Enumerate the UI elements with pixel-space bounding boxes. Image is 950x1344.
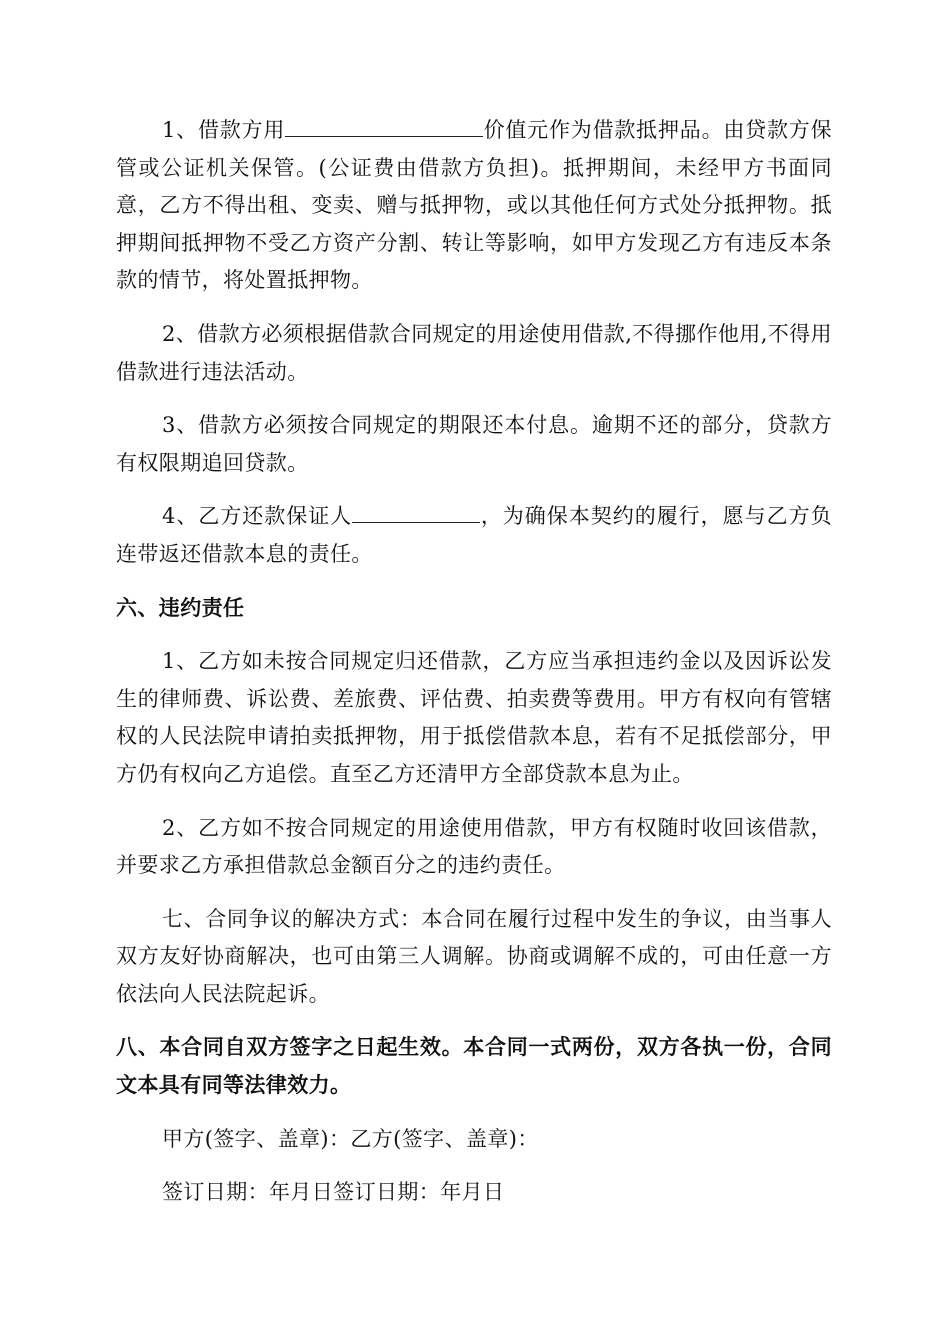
section-6-title: 六、违约责任 (116, 595, 245, 620)
clause-2: 2、借款方必须根据借款合同规定的用途使用借款,不得挪作他用,不得用借款进行违法活动。 (116, 321, 832, 384)
contract-page (116, 112, 832, 1228)
section-8: 八、本合同自双方签字之日起生效。本合同一式两份，双方各执一份，合同文本具有同等法律效力。 (116, 1035, 832, 1098)
clause-1 (116, 112, 832, 300)
guarantor-blank (352, 498, 480, 523)
signature-line: 甲方(签字、盖章)：乙方(签字、盖章)： (162, 1126, 539, 1151)
date-line: 签订日期：年月日签订日期：年月日 (162, 1180, 505, 1205)
clause-4 (116, 498, 832, 573)
section-7: 七、合同争议的解决方式：本合同在履行过程中发生的争议，由当事人双方友好协商解决，也可由第三人调解。协商或调解不成的，可由任意一方依法向人民法院起诉。 (116, 906, 832, 1006)
clause-1-before: 1、借款方用 (162, 118, 286, 142)
clause-1-after: 价值元作为借款抵押品。由贷款方保管或公证机关保管。(公证费由借款方负担)。抵押期间，未经甲方书面同意，乙方不得出租、变卖、赠与抵押物，或以其他任何方式处分抵押物。抵押期间抵押物不受乙方资产分割、转让等影响，如甲方发现乙方有违反本条款的情节，将处置抵押物。 (116, 118, 832, 293)
section-6-item-1: 1、乙方如未按合同规定归还借款，乙方应当承担违约金以及因诉讼发生的律师费、诉讼费、差旅费、评估费、拍卖费等费用。甲方有权向有管辖权的人民法院申请拍卖抵押物，用于抵偿借款本息，若有不足抵偿部分，甲方仍有权向乙方追偿。直至乙方还清甲方全部贷款本息为止。 (116, 649, 832, 786)
collateral-blank (285, 112, 483, 137)
clause-3: 3、借款方必须按合同规定的期限还本付息。逾期不还的部分，贷款方有权限期追回贷款。 (116, 413, 832, 475)
clause-4-before: 4、乙方还款保证人 (162, 504, 353, 529)
section-6-item-2: 2、乙方如不按合同规定的用途使用借款，甲方有权随时收回该借款，并要求乙方承担借款总金额百分之的违约责任。 (116, 815, 832, 878)
clause-4-after: ，为确保本契约的履行，愿与乙方负连带返还借款本息的责任。 (116, 504, 832, 566)
